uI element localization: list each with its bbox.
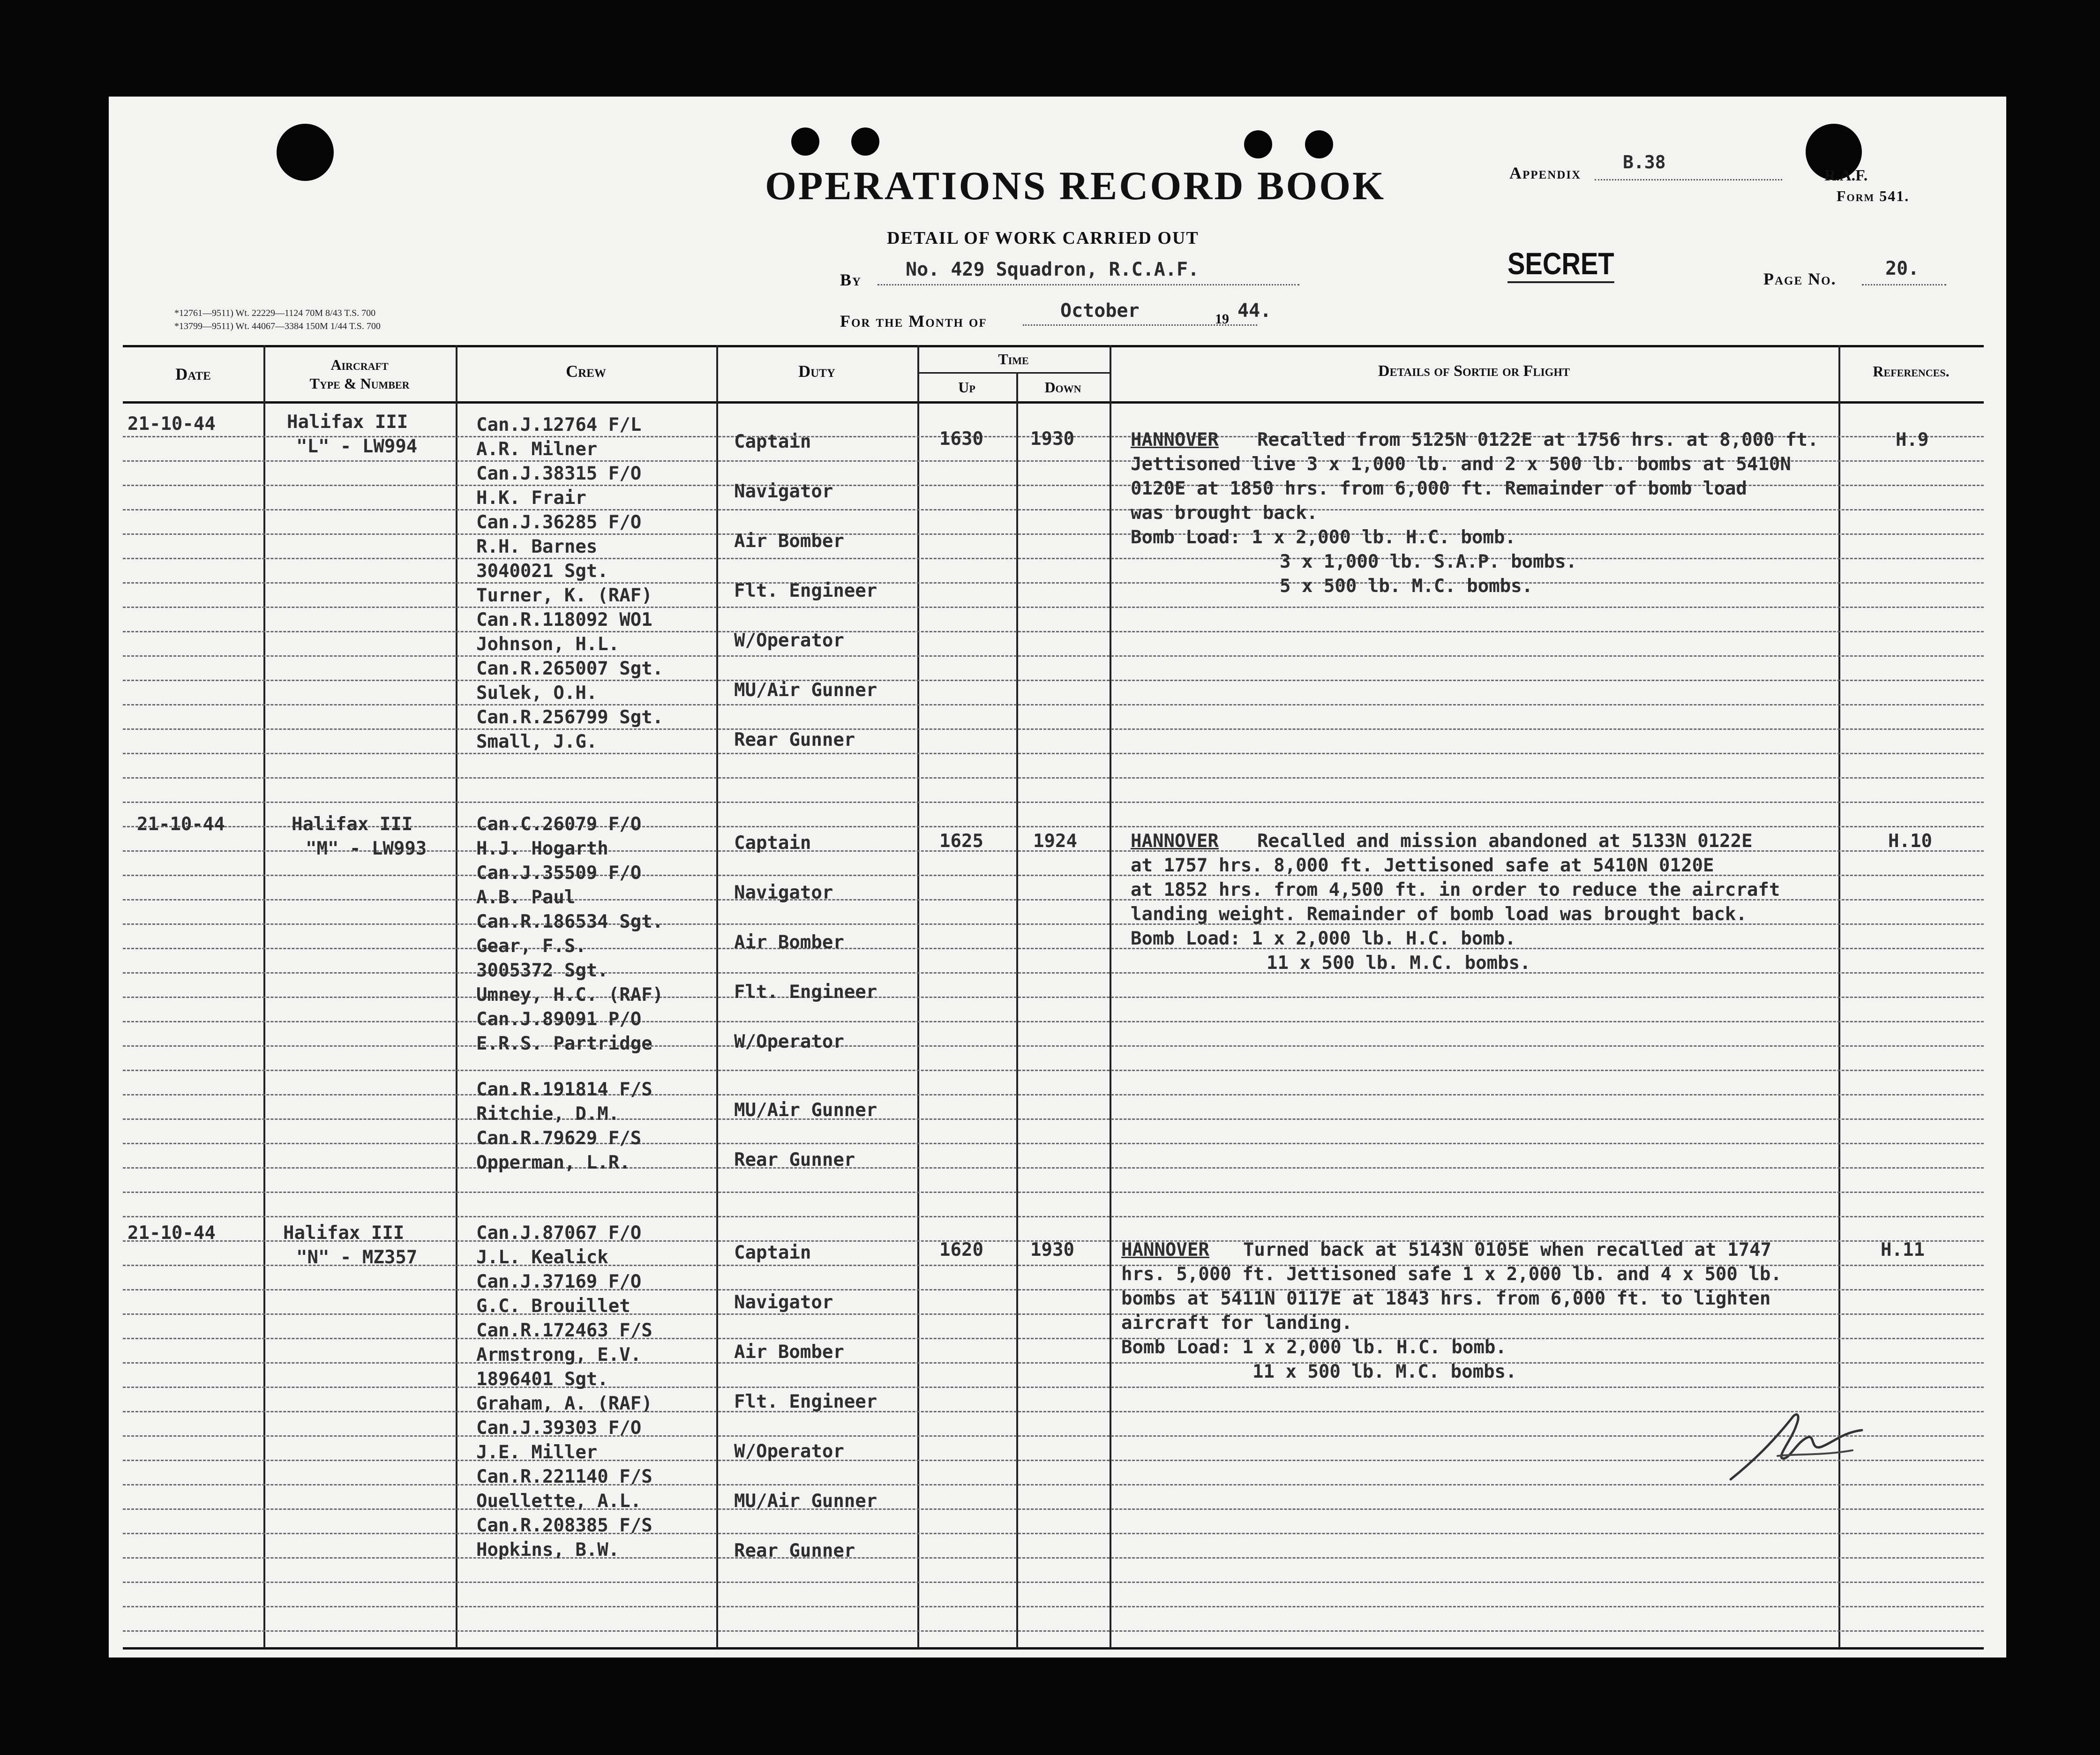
print-code-1: *12761—9511) Wt. 22229—1124 70M 8/43 T.S. 700 [174,308,376,318]
unit-name: No. 429 Squadron, R.C.A.F. [906,259,1200,280]
row-rule [123,1167,1984,1169]
crew-line: Gear, F.S. [476,936,586,957]
binder-hole-left [277,124,334,181]
month-label: For the Month of [840,312,987,330]
sortie-target: HANNOVER [1121,1239,1209,1260]
time-up: 1620 [939,1239,983,1260]
crew-line: Can.R.256799 Sgt. [476,707,664,728]
row-rule [123,1192,1984,1193]
row-rule [123,1143,1984,1144]
header-details: Details of Sortie or Flight [1378,362,1570,380]
row-rule [123,997,1984,998]
detail-line: 11 x 500 lb. M.C. bombs. [1252,1361,1517,1382]
sortie-target: HANNOVER [1131,429,1219,450]
sortie-date: 21-10-44 [137,814,225,835]
header-down: Down [1044,379,1081,396]
row-rule [123,509,1984,510]
punch-hole [851,128,879,156]
crew-line: Can.R.191814 F/S [476,1079,652,1100]
row-rule [123,680,1984,681]
row-rule [123,582,1984,584]
aircraft-type: Halifax III [292,814,413,835]
crew-line: Graham, A. (RAF) [476,1393,652,1414]
duty-line: Captain [734,431,811,452]
crew-line: Can.J.37169 F/O [476,1271,642,1292]
detail-line: landing weight. Remainder of bomb load was brought back. [1131,904,1747,925]
crew-line: H.K. Frair [476,488,586,509]
row-rule [123,1508,1984,1510]
print-codes [174,307,381,333]
row-rule [123,1484,1984,1485]
duty-line: W/Operator [734,630,844,651]
row-rule [123,1606,1984,1607]
crew-line: Can.J.35509 F/O [476,862,642,884]
row-rule [123,777,1984,779]
crew-line: Hopkins, B.W. [476,1539,620,1560]
duty-line: Air Bomber [734,932,844,953]
row-rule [123,802,1984,803]
punch-hole [1305,130,1333,158]
detail-line: was brought back. [1131,502,1318,524]
reference: H.11 [1881,1239,1925,1260]
row-rule [123,972,1984,974]
aircraft-type: Halifax III [287,412,408,433]
crew-line: Turner, K. (RAF) [476,585,652,606]
detail-line: aircraft for landing. [1121,1312,1353,1334]
row-rule [123,1387,1984,1388]
unit-dotline [878,284,1299,285]
raf-form-line-2: Form 541. [1837,188,1910,204]
duty-line: W/Operator [734,1031,844,1052]
year-suffix: 44. [1238,300,1272,322]
row-rule [123,1338,1984,1339]
duty-line: Navigator [734,882,833,903]
duty-line: MU/Air Gunner [734,1100,878,1121]
header-time: Time [998,351,1029,368]
row-rule [123,1557,1984,1559]
crew-line: Can.C.26079 F/O [476,814,642,835]
time-up: 1630 [939,428,983,450]
detail-line: 3 x 1,000 lb. S.A.P. bombs. [1280,551,1577,572]
crew-line: Ouellette, A.L. [476,1491,642,1512]
detail-line: Jettisoned live 3 x 1,000 lb. and 2 x 500 lb. bombs at 5410N [1131,454,1791,475]
detail-line: Bomb Load: 1 x 2,000 lb. H.C. bomb. [1121,1337,1507,1358]
crew-line: Sulek, O.H. [476,682,598,704]
crew-line: Can.J.36285 F/O [476,512,642,533]
crew-line: Can.J.12764 F/L [476,414,642,435]
row-rule [123,948,1984,949]
detail-line: at 1757 hrs. 8,000 ft. Jettisoned safe at 5410N 0120E [1131,855,1714,876]
row-rule [123,1411,1984,1412]
crew-line: Can.R.265007 Sgt. [476,658,664,679]
crew-line: Can.J.38315 F/O [476,463,642,484]
crew-line: Can.R.118092 WO1 [476,609,652,630]
duty-line: Rear Gunner [734,729,855,750]
reference: H.9 [1896,429,1929,450]
crew-line: 3040021 Sgt. [476,561,608,582]
crew-line: A.B. Paul [476,887,576,908]
punch-hole [1244,130,1272,158]
time-down: 1924 [1033,831,1077,852]
table-bottom-rule [123,1647,1984,1650]
header-aircraft-line-1: Aircraft [330,356,389,373]
crew-line: Small, J.G. [476,731,598,752]
detail-line: Recalled and mission abandoned at 5133N 0122E [1257,831,1753,852]
crew-line: R.H. Barnes [476,536,598,557]
appendix-label: Appendix [1509,164,1582,182]
crew-line: A.R. Milner [476,439,598,460]
row-rule [123,1313,1984,1315]
duty-line: Air Bomber [734,1342,844,1363]
crew-line: Can.J.87067 F/O [476,1222,642,1244]
aircraft-number: "L" - LW994 [296,436,418,457]
page-label: Page No. [1763,270,1837,288]
row-rule [123,533,1984,535]
year-prefix: 19 [1215,311,1229,327]
time-down: 1930 [1030,428,1074,450]
form-title: OPERATIONS RECORD BOOK [765,163,1386,208]
crew-line: Can.J.39303 F/O [476,1418,642,1439]
reference: H.10 [1888,831,1932,852]
time-down: 1930 [1030,1239,1074,1260]
detail-line: 5 x 500 lb. M.C. bombs. [1280,576,1533,597]
crew-line: J.L. Kealick [476,1247,608,1268]
aircraft-number: "M" - LW993 [306,838,427,859]
detail-line: Recalled from 5125N 0122E at 1756 hrs. at 8,000 ft. [1257,429,1819,450]
row-rule [123,1045,1984,1047]
row-rule [123,1582,1984,1583]
sortie-date: 21-10-44 [128,413,216,435]
row-rule [123,1460,1984,1461]
header-up: Up [958,379,975,396]
crew-line: H.J. Hogarth [476,838,608,859]
crew-line: Ritchie, D.M. [476,1103,620,1125]
row-rule [123,728,1984,730]
crew-line: Johnson, H.L. [476,634,620,655]
page-dotline [1862,284,1946,285]
duty-line: MU/Air Gunner [734,680,878,701]
crew-line: Can.R.208385 F/S [476,1515,652,1536]
aircraft-number: "N" - MZ357 [296,1247,418,1268]
form-subtitle: DETAIL OF WORK CARRIED OUT [887,228,1199,248]
col-rule [1016,372,1018,1648]
row-rule [123,1216,1984,1217]
detail-line: at 1852 hrs. from 4,500 ft. in order to reduce the aircraft [1131,879,1780,900]
row-rule [123,631,1984,632]
detail-line: Bomb Load: 1 x 2,000 lb. H.C. bomb. [1131,928,1516,949]
detail-line: 11 x 500 lb. M.C. bombs. [1267,952,1531,974]
raf-form-line-1: R.A.F. [1824,167,1868,184]
time-subheader-rule [917,372,1110,374]
crew-line: Can.R.221140 F/S [476,1466,652,1487]
signature-initials [1721,1400,1871,1489]
row-rule [123,1630,1984,1632]
crew-line: Can.J.89091 P/O [476,1009,642,1030]
duty-line: W/Operator [734,1441,844,1462]
month-dotline [1023,324,1257,326]
crew-line: E.R.S. Partridge [476,1033,652,1054]
row-rule [123,1021,1984,1022]
punch-hole [791,128,819,156]
crew-line: Armstrong, E.V. [476,1344,642,1365]
detail-line: Bomb Load: 1 x 2,000 lb. H.C. bomb. [1131,527,1516,548]
row-rule [123,607,1984,608]
header-crew: Crew [566,362,606,381]
form-sheet [109,97,2006,1658]
crew-line: G.C. Brouillet [476,1296,630,1317]
table-top-rule [123,345,1984,347]
row-rule [123,704,1984,705]
appendix-dotline [1595,179,1782,180]
page-value: 20. [1885,258,1920,279]
duty-line: MU/Air Gunner [734,1491,878,1512]
aircraft-type: Halifax III [283,1222,405,1244]
duty-line: Rear Gunner [734,1540,855,1561]
duty-line: Captain [734,832,811,854]
print-code-2: *13799—9511) Wt. 44067—3384 150M 1/44 T.S. 700 [174,321,381,331]
detail-line: Turned back at 5143N 0105E when recalled at 1747 [1243,1239,1772,1260]
header-references: References. [1873,363,1950,380]
appendix-value: B.38 [1623,152,1666,172]
row-rule [123,1070,1984,1071]
month-value: October [1060,300,1140,322]
detail-line: hrs. 5,000 ft. Jettisoned safe 1 x 2,000 lb. and 4 x 500 lb. [1121,1264,1782,1285]
row-rule [123,558,1984,559]
header-duty: Duty [798,362,835,381]
classification-stamp: SECRET [1508,246,1614,283]
duty-line: Air Bomber [734,531,844,552]
detail-line: bombs at 5411N 0117E at 1843 hrs. from 6,000 ft. to lighten [1121,1288,1771,1309]
by-label: By [840,270,862,289]
crew-line: Opperman, L.R. [476,1152,630,1173]
row-rule [123,1362,1984,1364]
crew-line: Can.R.186534 Sgt. [476,911,664,932]
header-aircraft-line-2: Type & Number [309,375,410,392]
detail-line: 0120E at 1850 hrs. from 6,000 ft. Remainder of bomb load [1131,478,1747,499]
sortie-target: HANNOVER [1131,831,1219,852]
duty-line: Flt. Engineer [734,580,878,601]
duty-line: Navigator [734,481,833,502]
header-bottom-rule [123,401,1984,404]
duty-line: Flt. Engineer [734,982,878,1003]
crew-line: 3005372 Sgt. [476,960,608,981]
duty-line: Captain [734,1242,811,1263]
sortie-date: 21-10-44 [128,1222,216,1244]
crew-line: Umney, H.C. (RAF) [476,984,664,1005]
row-rule [123,1435,1984,1437]
duty-line: Rear Gunner [734,1149,855,1170]
row-rule [123,655,1984,657]
header-date: Date [175,365,211,383]
duty-line: Navigator [734,1292,833,1313]
crew-line: 1896401 Sgt. [476,1369,608,1390]
row-rule [123,1094,1984,1095]
row-rule [123,753,1984,754]
time-up: 1625 [939,831,983,852]
row-rule [123,1533,1984,1534]
duty-line: Flt. Engineer [734,1391,878,1412]
crew-line: J.E. Miller [476,1442,598,1463]
crew-line: Can.R.172463 F/S [476,1320,652,1341]
crew-line: Can.R.79629 F/S [476,1128,642,1149]
header-aircraft [263,355,456,393]
row-rule [123,1118,1984,1120]
